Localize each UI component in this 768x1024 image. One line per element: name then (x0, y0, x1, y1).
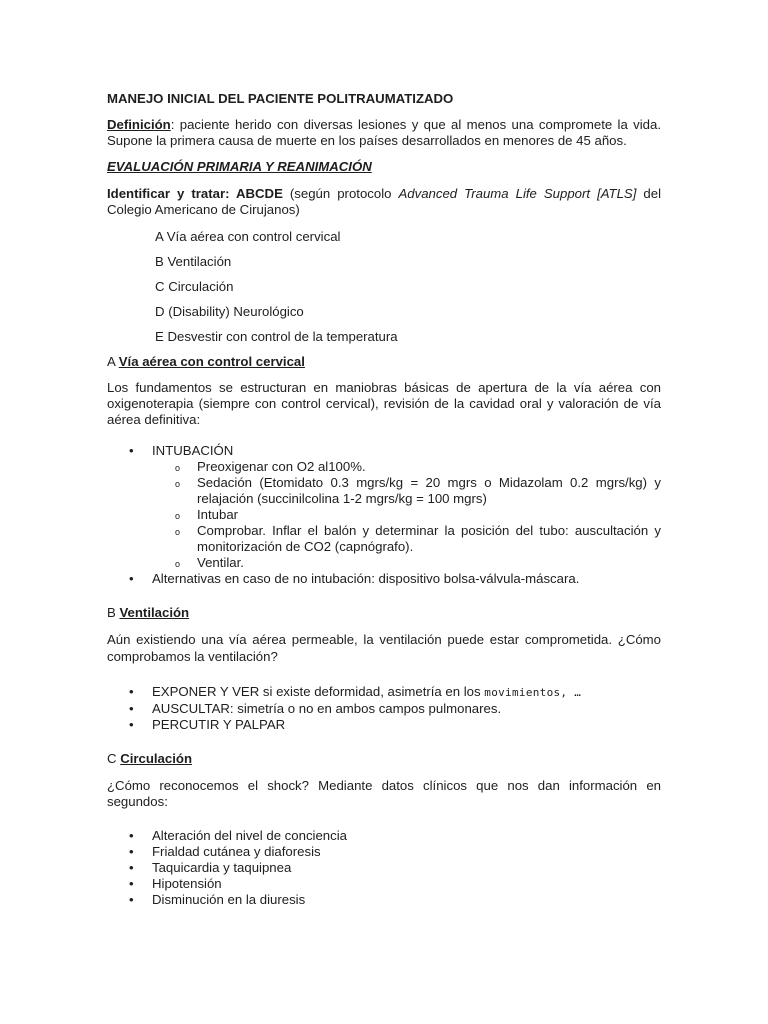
exponer-tail: movimientos, … (484, 686, 582, 699)
definition-text: : paciente herido con diversas lesiones y que al menos una compromete la vida. Supone la primera causa de muerte en los países desarrollados en menores de 45 años. (107, 117, 661, 148)
section-b-title: Ventilación (119, 605, 190, 620)
list-item: • AUSCULTAR: simetría o no en ambos campos pulmonares. (107, 701, 661, 717)
document-title: MANEJO INICIAL DEL PACIENTE POLITRAUMATIZADO (107, 91, 454, 106)
section-a-heading (107, 354, 661, 370)
section-c-title: Circulación (120, 751, 193, 766)
section-a-paragraph: Los fundamentos se estructuran en maniobras básicas de apertura de la vía aérea con oxigenoterapia (siempre con control cervical), revisión de la cavidad oral y valoración de vía aérea definitiva: (107, 380, 661, 427)
sub-list-item: o Intubar (152, 507, 661, 523)
section-b-paragraph: Aún existiendo una vía aérea permeable, la ventilación puede estar comprometida. ¿Cómo comprobamos la ventilación? (107, 632, 661, 664)
abcde-item-d: D (Disability) Neurológico (155, 304, 304, 319)
document-body (107, 91, 661, 908)
abcde-list (155, 229, 661, 345)
intubacion-label: INTUBACIÓN (152, 443, 234, 458)
identify-paragraph (107, 186, 661, 218)
exponer-text: EXPONER Y VER si existe deformidad, asimetría en los (152, 684, 485, 699)
list-item (107, 684, 661, 701)
abcde-item-c: C Circulación (155, 279, 234, 294)
list-item: • Alternativas en caso de no intubación: dispositivo bolsa-válvula-máscara. (107, 571, 661, 587)
section-c-letter: C (107, 751, 121, 766)
list-item: • Taquicardia y taquipnea (107, 860, 661, 876)
list-item (107, 443, 661, 571)
list-item: • Frialdad cutánea y diaforesis (107, 844, 661, 860)
list-item: • PERCUTIR Y PALPAR (107, 717, 661, 733)
sub-list-item: o Ventilar. (152, 555, 661, 571)
section-b-heading (107, 605, 661, 621)
section-c-list (107, 828, 661, 908)
abcde-item-e: E Desvestir con control de la temperatura (155, 329, 398, 344)
identify-italic: Advanced Trauma Life Support [ATLS] (398, 186, 637, 201)
section-primary-heading (107, 159, 661, 175)
section-c-heading (107, 751, 661, 767)
list-item: • Hipotensión (107, 876, 661, 892)
abcde-item-a: A Vía aérea con control cervical (155, 229, 341, 244)
abcde-item-b: B Ventilación (155, 254, 232, 269)
identify-pre: (según protocolo (282, 186, 399, 201)
sub-list-item: o Comprobar. Inflar el balón y determinar la posición del tubo: auscultación y monitorización de CO2 (capnógrafo). (152, 523, 661, 555)
section-c-paragraph: ¿Cómo reconocemos el shock? Mediante datos clínicos que nos dan información en segundos: (107, 778, 661, 809)
identify-label: Identificar y tratar: ABCDE (107, 186, 283, 201)
section-b-list (107, 684, 661, 733)
section-a-list (107, 443, 661, 587)
section-a-letter: A (107, 354, 119, 369)
definition-paragraph (107, 117, 661, 149)
section-a-title: Vía aérea con control cervical (118, 354, 305, 369)
list-item: • Disminución en la diuresis (107, 892, 661, 908)
definition-label: Definición (107, 117, 171, 132)
section-b-letter: B (107, 605, 120, 620)
list-item: • Alteración del nivel de conciencia (107, 828, 661, 844)
sub-list-item: o Preoxigenar con O2 al100%. (152, 459, 661, 475)
intubacion-sublist (152, 459, 661, 571)
identify-post: del Colegio Americano de Cirujanos) (107, 186, 662, 217)
section-primary-label: EVALUACIÓN PRIMARIA Y REANIMACIÓN (107, 159, 372, 174)
sub-list-item: o Sedación (Etomidato 0.3 mgrs/kg = 20 mgrs o Midazolam 0.2 mgrs/kg) y relajación (succinilcolina 1-2 mgrs/kg = 100 mgrs) (152, 475, 661, 507)
